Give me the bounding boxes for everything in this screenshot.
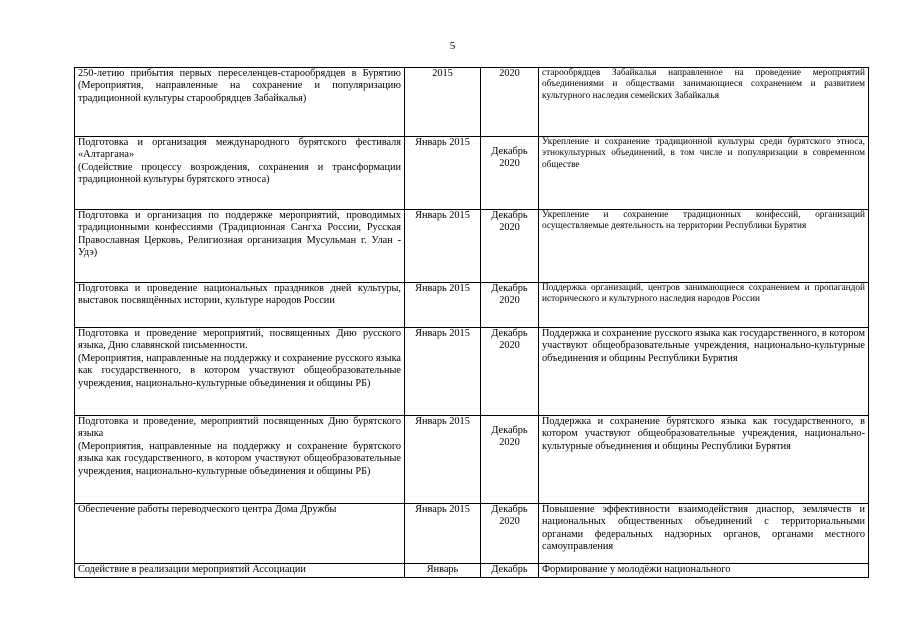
activity-cell (75, 328, 405, 416)
start-date-cell: Январь 2015 (405, 283, 481, 328)
result-cell: Укрепление и сохранение традиционных конфессий, организаций осуществляемые деятельность на территории Республики Бурятия (539, 210, 869, 283)
end-date-cell: Декабрь 2020 (481, 137, 539, 210)
activity-text: Обеспечение работы переводческого центра Дома Дружбы (78, 504, 337, 515)
activity-note: (Мероприятия, направленные на поддержку и сохранение бурятского языка как государственного, в котором участвуют общеобразовательные учреждения, национально-культурные объединения и общины РБ) (78, 440, 401, 477)
activity-text: Подготовка и организация международного бурятского фестиваля «Алтаргана» (78, 137, 401, 161)
table-row (75, 328, 869, 416)
result-cell: старообрядцев Забайкалья направленное на проведение мероприятий объединениями и обществами занимающиеся сохранением и развитием культурного наследия семейских Забайкалья (539, 68, 869, 137)
start-date-cell: Январь 2015 (405, 210, 481, 283)
table-row (75, 283, 869, 328)
start-date-cell: Январь 2015 (405, 504, 481, 564)
start-date-cell: Январь 2015 (405, 137, 481, 210)
table-row (75, 68, 869, 137)
end-date-cell: Декабрь 2020 (481, 283, 539, 328)
start-date-cell: Январь 2015 (405, 328, 481, 416)
result-cell: Поддержка и сохранение бурятского языка как государственного, в котором участвуют общеобразовательные учреждения, национально-культурные объединения и общины Республики Бурятия (539, 416, 869, 504)
start-date-cell: Январь 2015 (405, 416, 481, 504)
activity-note: (Мероприятия, направленные на поддержку и сохранение русского языка как государственного, в котором участвуют общеобразовательные учреждения, национально-культурные объединения и общины РБ) (78, 352, 401, 389)
activity-cell (75, 210, 405, 283)
end-date-cell: Декабрь 2020 (481, 210, 539, 283)
activity-cell (75, 564, 405, 578)
result-cell: Поддержка и сохранение русского языка как государственного, в котором участвуют общеобразовательные учреждения, национально-культурные объединения и общины Республики Бурятия (539, 328, 869, 416)
start-date-cell: Январь (405, 564, 481, 578)
result-cell: Повышение эффективности взаимодействия диаспор, землячеств и национальных общественных объединений с территориальными органами федеральных надзорных органов, органами местного самоуправления (539, 504, 869, 564)
activity-text: 250-летию прибытия первых переселенцев-старообрядцев в Бурятию (Мероприятия, направленные на сохранение и популяризацию традиционной культуры старообрядцев Забайкалья) (78, 68, 401, 104)
result-cell: Поддержка организаций, центров занимающиеся сохранением и пропагандой исторического и культурного наследия народов России (539, 283, 869, 328)
table-row (75, 210, 869, 283)
activity-text: Содействие в реализации мероприятий Ассоциации (78, 564, 306, 575)
end-date-cell: Декабрь 2020 (481, 328, 539, 416)
activity-text: Подготовка и проведение, мероприятий посвященных Дню бурятского языка (78, 416, 401, 440)
end-date-cell: 2020 (481, 68, 539, 137)
events-table (74, 67, 869, 578)
activity-cell (75, 283, 405, 328)
activity-text: Подготовка и проведение национальных праздников дней культуры, выставок посвящённых истории, культуре народов России (78, 283, 401, 307)
table-row (75, 504, 869, 564)
activity-cell (75, 416, 405, 504)
end-date-cell: Декабрь 2020 (481, 504, 539, 564)
table-row (75, 137, 869, 210)
activity-text: Подготовка и организация по поддержке мероприятий, проводимых традиционными конфессиями (Традиционная Сангха России, Русская Православная Церковь, Религиозная организация Мусульман г. Улан - Удэ) (78, 210, 401, 259)
activity-text: Подготовка и проведение мероприятий, посвященных Дню русского языка, Дню славянской письменности. (78, 328, 401, 352)
end-date-cell: Декабрь (481, 564, 539, 578)
activity-cell (75, 504, 405, 564)
table-row (75, 564, 869, 578)
start-date-cell: 2015 (405, 68, 481, 137)
page-number: 5 (449, 40, 456, 52)
result-cell: Укрепление и сохранение традиционной культуры среди бурятского этноса, этнокультурных объединений, в том числе и популяризации в современном обществе (539, 137, 869, 210)
end-date-cell: Декабрь 2020 (481, 416, 539, 504)
result-cell: Формирование у молодёжи национального (539, 564, 869, 578)
table-row (75, 416, 869, 504)
activity-cell (75, 137, 405, 210)
activity-cell (75, 68, 405, 137)
activity-note: (Содействие процессу возрождения, сохранения и трансформации традиционной культуры бурятского этноса) (78, 161, 401, 186)
